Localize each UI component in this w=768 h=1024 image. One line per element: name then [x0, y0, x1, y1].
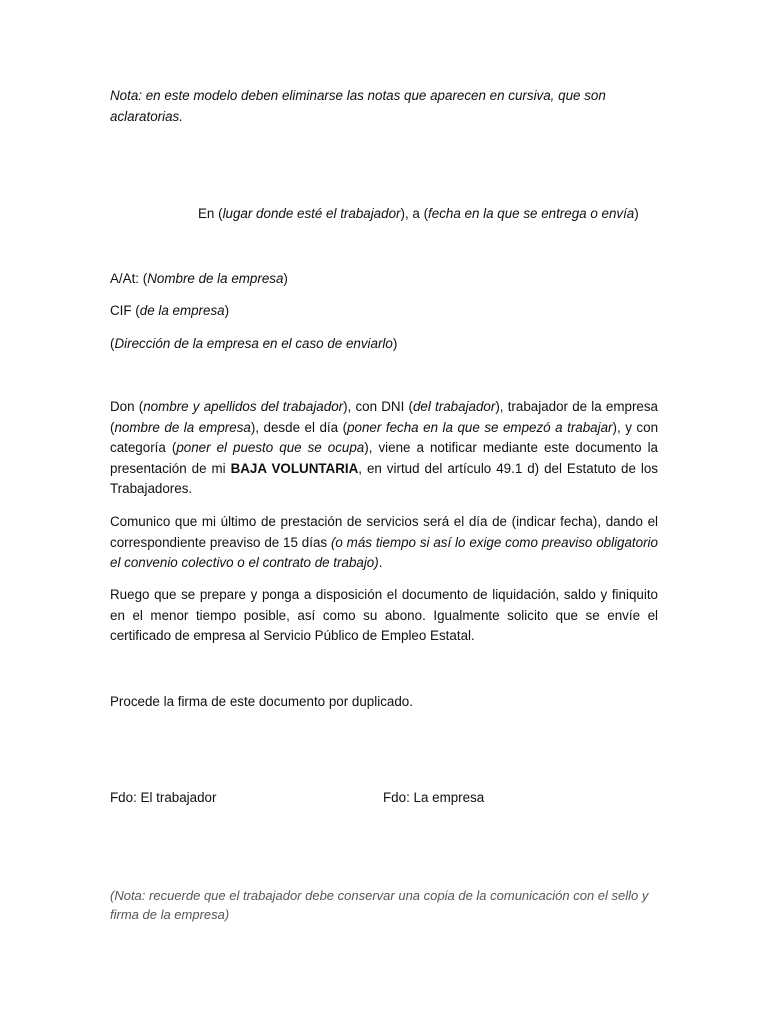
place-date-line [198, 204, 668, 225]
paragraph-notification [110, 397, 658, 500]
paragraph-text: Ruego que se prepare y ponga a disposición el documento de liquidación, saldo y finiquito en el menor tiempo posible, así como su abono. Igualmente solicito que se envíe el certificado de empresa al Servicio Público de Empleo Estatal. [110, 587, 658, 643]
paragraph-notice [110, 512, 658, 574]
paragraph-italic: poner el puesto que se ocupa [176, 440, 365, 455]
paragraph-text: . [378, 555, 383, 570]
paragraph-text: ), trabajador de la empresa ( [110, 399, 658, 435]
addressee-text: ) [224, 303, 230, 318]
bottom-note-label: (Nota: [110, 888, 146, 903]
place-date-text: ), a ( [400, 206, 429, 221]
signature-company: Fdo: La empresa [383, 790, 485, 805]
addressee-text: ) [392, 336, 398, 351]
paragraph-text: ), y con categoría ( [110, 419, 659, 455]
top-note-label: Nota: [110, 88, 143, 103]
place-date-italic: lugar donde esté el trabajador [222, 206, 401, 221]
paragraph-italic: (o más tiempo si así lo exige como preaviso obligatorio el convenio colectivo o el contrato de trabajo) [110, 534, 658, 570]
addressee-italic: Nombre de la empresa [147, 271, 284, 286]
addressee-cif [110, 301, 658, 322]
addressee-text: ) [283, 271, 288, 286]
signature-worker: Fdo: El trabajador [110, 790, 217, 805]
addressee-text: A/At: ( [110, 271, 148, 286]
place-date-italic: fecha en la que se entrega o envía [428, 206, 635, 221]
addressee-text: ( [110, 336, 115, 351]
paragraph-italic: del trabajador [412, 399, 496, 414]
paragraph-text: Don ( [110, 399, 144, 414]
bottom-note-text: recuerde que el trabajador debe conservar una copia de la comunicación con el sello y firma de la empresa) [110, 888, 649, 922]
paragraph-text: ), con DNI ( [343, 399, 413, 414]
addressee-italic: Dirección de la empresa en el caso de enviarlo [114, 336, 393, 351]
addressee-address [110, 334, 658, 355]
paragraph-italic: poner fecha en la que se empezó a trabajar [347, 419, 613, 435]
paragraph-signature-note [110, 692, 658, 713]
place-date-text: En ( [198, 206, 223, 221]
paragraph-settlement [110, 585, 658, 647]
bottom-note [110, 886, 658, 924]
paragraph-text: , en virtud del artículo 49.1 d) del Estatuto de los Trabajadores. [110, 460, 658, 496]
baja-voluntaria-bold: BAJA VOLUNTARIA [230, 460, 359, 476]
paragraph-italic: nombre de la empresa [114, 419, 251, 435]
addressee-italic: de la empresa [139, 303, 225, 318]
paragraph-text: ), viene a notificar mediante este documento la presentación de mi [110, 440, 659, 476]
addressee-text: CIF ( [110, 303, 140, 318]
top-note-text: en este modelo deben eliminarse las notas que aparecen en cursiva, que son aclaratorias. [110, 88, 606, 124]
place-date-text: ) [634, 206, 639, 221]
paragraph-text: Comunico que mi último de prestación de servicios será el día de (indicar fecha), dando el correspondiente preaviso de 15 días [110, 514, 658, 550]
top-note [110, 86, 658, 127]
addressee-name [110, 269, 658, 290]
paragraph-italic: nombre y apellidos del trabajador [143, 399, 344, 414]
paragraph-text: ), desde el día ( [250, 419, 348, 435]
paragraph-text: Procede la firma de este documento por duplicado. [110, 694, 413, 709]
